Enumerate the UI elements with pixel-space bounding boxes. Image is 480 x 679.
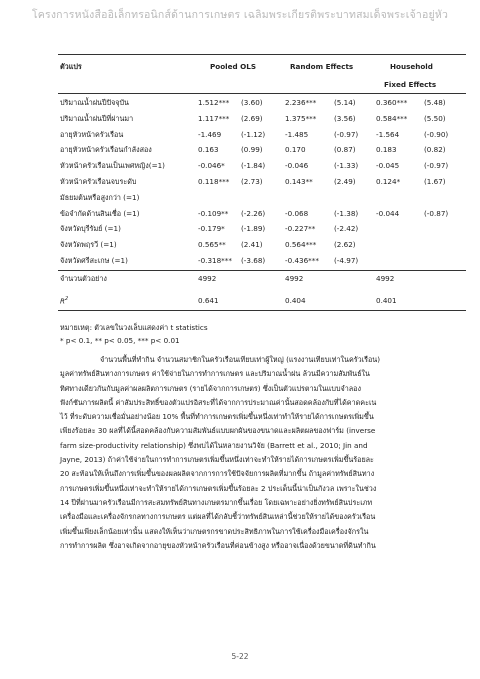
- table-row-r-squared: [58, 296, 468, 310]
- table-cell: (5.50): [424, 113, 446, 123]
- table-cell: -1.469: [198, 129, 222, 139]
- table-cell: 0.183: [376, 145, 397, 155]
- col-header-fixed-effects: Fixed Effects: [384, 80, 437, 89]
- table-cell: 0.163: [198, 145, 219, 155]
- table-cell: -0.179*: [198, 224, 225, 234]
- table-cell: -0.045: [376, 161, 400, 171]
- row-variable-label: จังหวัดพฤรวี (=1): [60, 240, 117, 250]
- paragraph-line: เครื่องมือและเครื่องจักรกลทางการเกษตร แต่ผลที่ได้กลับชี้ว่าทรัพย์สินเหล่านี้ช่วยให้รายได้ของครัวเรือน: [60, 512, 376, 522]
- row-variable-label: มัธยมต้นหรือสูงกว่า (=1): [60, 192, 140, 202]
- table-cell: -0.068: [285, 208, 309, 218]
- paragraph-line: การเกษตรเพิ่มขึ้นหนึ่งเท่าจะทำให้รายได้การเกษตรเพิ่มขึ้นร้อยละ 2 ประเด็นนี้น่าเป็นกังวล เพราะในช่วง: [60, 483, 377, 493]
- table-cell: (-2.26): [241, 208, 266, 218]
- table-cell: 1.375***: [285, 113, 317, 123]
- table-cell: -1.485: [285, 129, 309, 139]
- table-row: [58, 145, 468, 159]
- paragraph-line: ไว้ ที่ระดับความเชื่อมั่นอย่างน้อย 10% พื้นที่ทำการเกษตรเพิ่มขึ้นหนึ่งเท่าทำให้รายได้การเกษตรเพิ่มขึ้น: [60, 412, 374, 422]
- table-cell: (0.99): [241, 145, 263, 155]
- r-squared-label: $R^2$: [60, 296, 69, 306]
- table-cell: (2.69): [241, 113, 263, 123]
- table-cell: (2.62): [334, 240, 356, 250]
- r-squared-pooled: 0.641: [198, 296, 219, 305]
- table-row-sample-size: [58, 274, 468, 288]
- table-cell: (-1.89): [241, 224, 266, 234]
- table-cell: 0.584***: [376, 113, 408, 123]
- table-cell: (-1.38): [334, 208, 359, 218]
- paragraph-line: farm size-productivity relationship) ซึ่งพบได้ในหลายงานวิจัย (Barrett et al., 2010; Jin and: [60, 440, 368, 450]
- table-row: [58, 130, 468, 144]
- paragraph-line: เพียงร้อยละ 30 ผลที่ได้นี้สอดคล้องกับความสัมพันธ์แบบผกผันของขนาดและผลิตผลของฟาร์ม (inverse: [60, 426, 376, 436]
- table-cell: (-4.97): [334, 256, 359, 265]
- table-bottom-rule: [58, 310, 466, 311]
- col-header-pooled-ols: Pooled OLS: [210, 62, 256, 71]
- sample-size-pooled: 4992: [198, 274, 217, 283]
- table-row: [58, 256, 468, 270]
- col-header-household: Household: [390, 62, 433, 71]
- row-variable-label: ข้อจำกัดด้านสินเชื่อ (=1): [60, 208, 140, 218]
- table-cell: (2.73): [241, 177, 263, 186]
- paragraph-line: Jayne, 2013) ถ้าค่าใช้จ่ายในการทำการเกษตรเพิ่มขึ้นหนึ่งเท่าจะทำให้รายได้การเกษตรเพิ่มขึ้นร้อยละ: [60, 455, 374, 465]
- table-note: หมายเหตุ: ตัวเลขในวงเล็บแสดงค่า t statistics: [60, 323, 208, 332]
- table-cell: 0.564***: [285, 240, 317, 250]
- row-variable-label: ปริมาณน้ำฝนปีปัจจุบัน: [60, 98, 129, 107]
- table-cell: 0.143**: [285, 177, 313, 186]
- r-squared-fixed: 0.401: [376, 296, 397, 305]
- table-header-row-2: [58, 80, 468, 94]
- table-cell: (5.14): [334, 98, 356, 107]
- paragraph-line: จำนวนพื้นที่ทำกิน จำนวนสมาชิกในครัวเรือนเทียบเท่าผู้ใหญ่ (แรงงานเทียบเท่าในครัวเรือน): [100, 355, 381, 364]
- table-cell: 1.117***: [198, 113, 230, 123]
- table-sample-rule: [58, 270, 466, 271]
- table-cell: (-3.68): [241, 256, 266, 265]
- table-row: [58, 224, 468, 238]
- sample-size-random: 4992: [285, 274, 304, 283]
- row-variable-label: หัวหน้าครัวเรือนเป็นเพศหญิง(=1): [60, 161, 165, 171]
- table-cell: -0.318***: [198, 256, 232, 265]
- table-cell: (-0.90): [424, 129, 449, 139]
- table-cell: (0.87): [334, 145, 356, 155]
- table-cell: 0.118***: [198, 177, 230, 186]
- table-cell: -1.564: [376, 129, 400, 139]
- table-row: [58, 114, 468, 128]
- row-variable-label: อายุหัวหน้าครัวเรือน: [60, 129, 124, 139]
- row-variable-label: จังหวัดบุรีรัมย์ (=1): [60, 224, 121, 234]
- table-cell: (-1.84): [241, 161, 266, 171]
- table-cell: 0.360***: [376, 98, 408, 107]
- table-row: [58, 209, 468, 223]
- table-cell: (2.49): [334, 177, 356, 186]
- table-cell: -0.436***: [285, 256, 319, 265]
- table-row: [58, 193, 468, 207]
- table-cell: 1.512***: [198, 98, 230, 107]
- table-cell: 0.565**: [198, 240, 226, 250]
- table-cell: -0.044: [376, 208, 400, 218]
- table-cell: (-1.12): [241, 129, 266, 139]
- table-cell: (-0.97): [424, 161, 449, 171]
- table-cell: -0.227**: [285, 224, 316, 234]
- table-cell: (-2.42): [334, 224, 359, 234]
- table-cell: (-0.87): [424, 208, 449, 218]
- table-cell: (1.67): [424, 177, 446, 186]
- paragraph-line: การทำการผลิต ซึ่งอาจเกิดจากอายุของหัวหน้าครัวเรือนที่ค่อนข้างสูง หรืออาจเนื่องด้วยขนาดที่ดินทำกิน: [60, 540, 376, 550]
- row-variable-label: ปริมาณน้ำฝนปีที่ผ่านมา: [60, 113, 134, 123]
- table-cell: 2.236***: [285, 98, 317, 107]
- paragraph-line: 20 สะท้อนให้เห็นถึงการเพิ่มขึ้นของผลผลิตจากการการใช้ปัจจัยการผลิตที่มากขึ้น ถ้ามูลค่าทรัพย์สินทาง: [60, 469, 375, 479]
- body-paragraph: [60, 353, 445, 553]
- table-header-row: [58, 62, 468, 76]
- table-cell: (3.60): [241, 98, 263, 107]
- r-squared-random: 0.404: [285, 296, 306, 305]
- sample-size-label: จำนวนตัวอย่าง: [60, 274, 107, 283]
- col-header-random-effects: Random Effects: [290, 62, 354, 71]
- table-row: [58, 161, 468, 175]
- paragraph-line: ฟังก์ชันการผลิตนี้ ค่าสัมประสิทธิ์ของตัวแปรอิสระที่ได้จากการประมาณค่านั้นสอดคล้องกับที่ได้คาดคะเน: [60, 397, 377, 407]
- table-cell: (-0.97): [334, 129, 359, 139]
- paragraph-line: เพิ่มขึ้นเพียงเล็กน้อยเท่านั้น แสดงให้เห็นว่าเกษตรกรขาดประสิทธิภาพในการใช้เครื่องมือเครื่องจักรใน: [60, 526, 369, 536]
- paragraph-line: มูลค่าทรัพย์สินทางการเกษตร ค่าใช้จ่ายในการทำการเกษตร และปริมาณน้ำฝน ล้วนมีความสัมพันธ์ใน: [60, 369, 370, 379]
- table-cell: (5.48): [424, 98, 446, 107]
- table-header-rule: [58, 93, 466, 94]
- table-row: [58, 177, 468, 191]
- table-cell: (2.41): [241, 240, 263, 250]
- table-cell: (-1.33): [334, 161, 359, 171]
- table-row: [58, 240, 468, 254]
- row-variable-label: อายุหัวหน้าครัวเรือนกำลังสอง: [60, 145, 152, 155]
- col-header-variable: ตัวแปร: [60, 62, 82, 71]
- page-number: 5-22: [231, 652, 249, 661]
- significance-note: * p< 0.1, ** p< 0.05, *** p< 0.01: [60, 336, 180, 345]
- table-cell: (3.56): [334, 113, 356, 123]
- document-header: โครงการหนังสืออิเล็กทรอนิกส์ด้านการเกษตร เฉลิมพระเกียรติพระบาทสมเด็จพระเจ้าอยู่หัว: [31, 9, 449, 21]
- table-cell: 0.124*: [376, 177, 401, 186]
- paragraph-line: 14 ปีที่ผ่านมาครัวเรือนมีการสะสมทรัพย์สินทางเกษตรมากขึ้นเรื่อย โดยเฉพาะอย่างยิ่งทรัพย์สินประเภท: [60, 497, 373, 507]
- table-cell: -0.109**: [198, 208, 229, 218]
- table-cell: 0.170: [285, 145, 306, 155]
- row-variable-label: จังหวัดศรีสะเกษ (=1): [60, 256, 128, 265]
- table-row: [58, 98, 468, 112]
- paragraph-line: ทิศทางเดียวกันกับมูลค่าผลผลิตการเกษตร (รายได้จากการเกษตร) ซึ่งเป็นตัวแปรตามในแบบจำลอง: [60, 383, 362, 393]
- sample-size-fixed: 4992: [376, 274, 395, 283]
- table-cell: -0.046: [285, 161, 309, 171]
- table-top-rule: [58, 54, 466, 55]
- row-variable-label: หัวหน้าครัวเรือนจบระดับ: [60, 177, 137, 186]
- table-cell: (0.82): [424, 145, 446, 155]
- table-cell: -0.046*: [198, 161, 225, 171]
